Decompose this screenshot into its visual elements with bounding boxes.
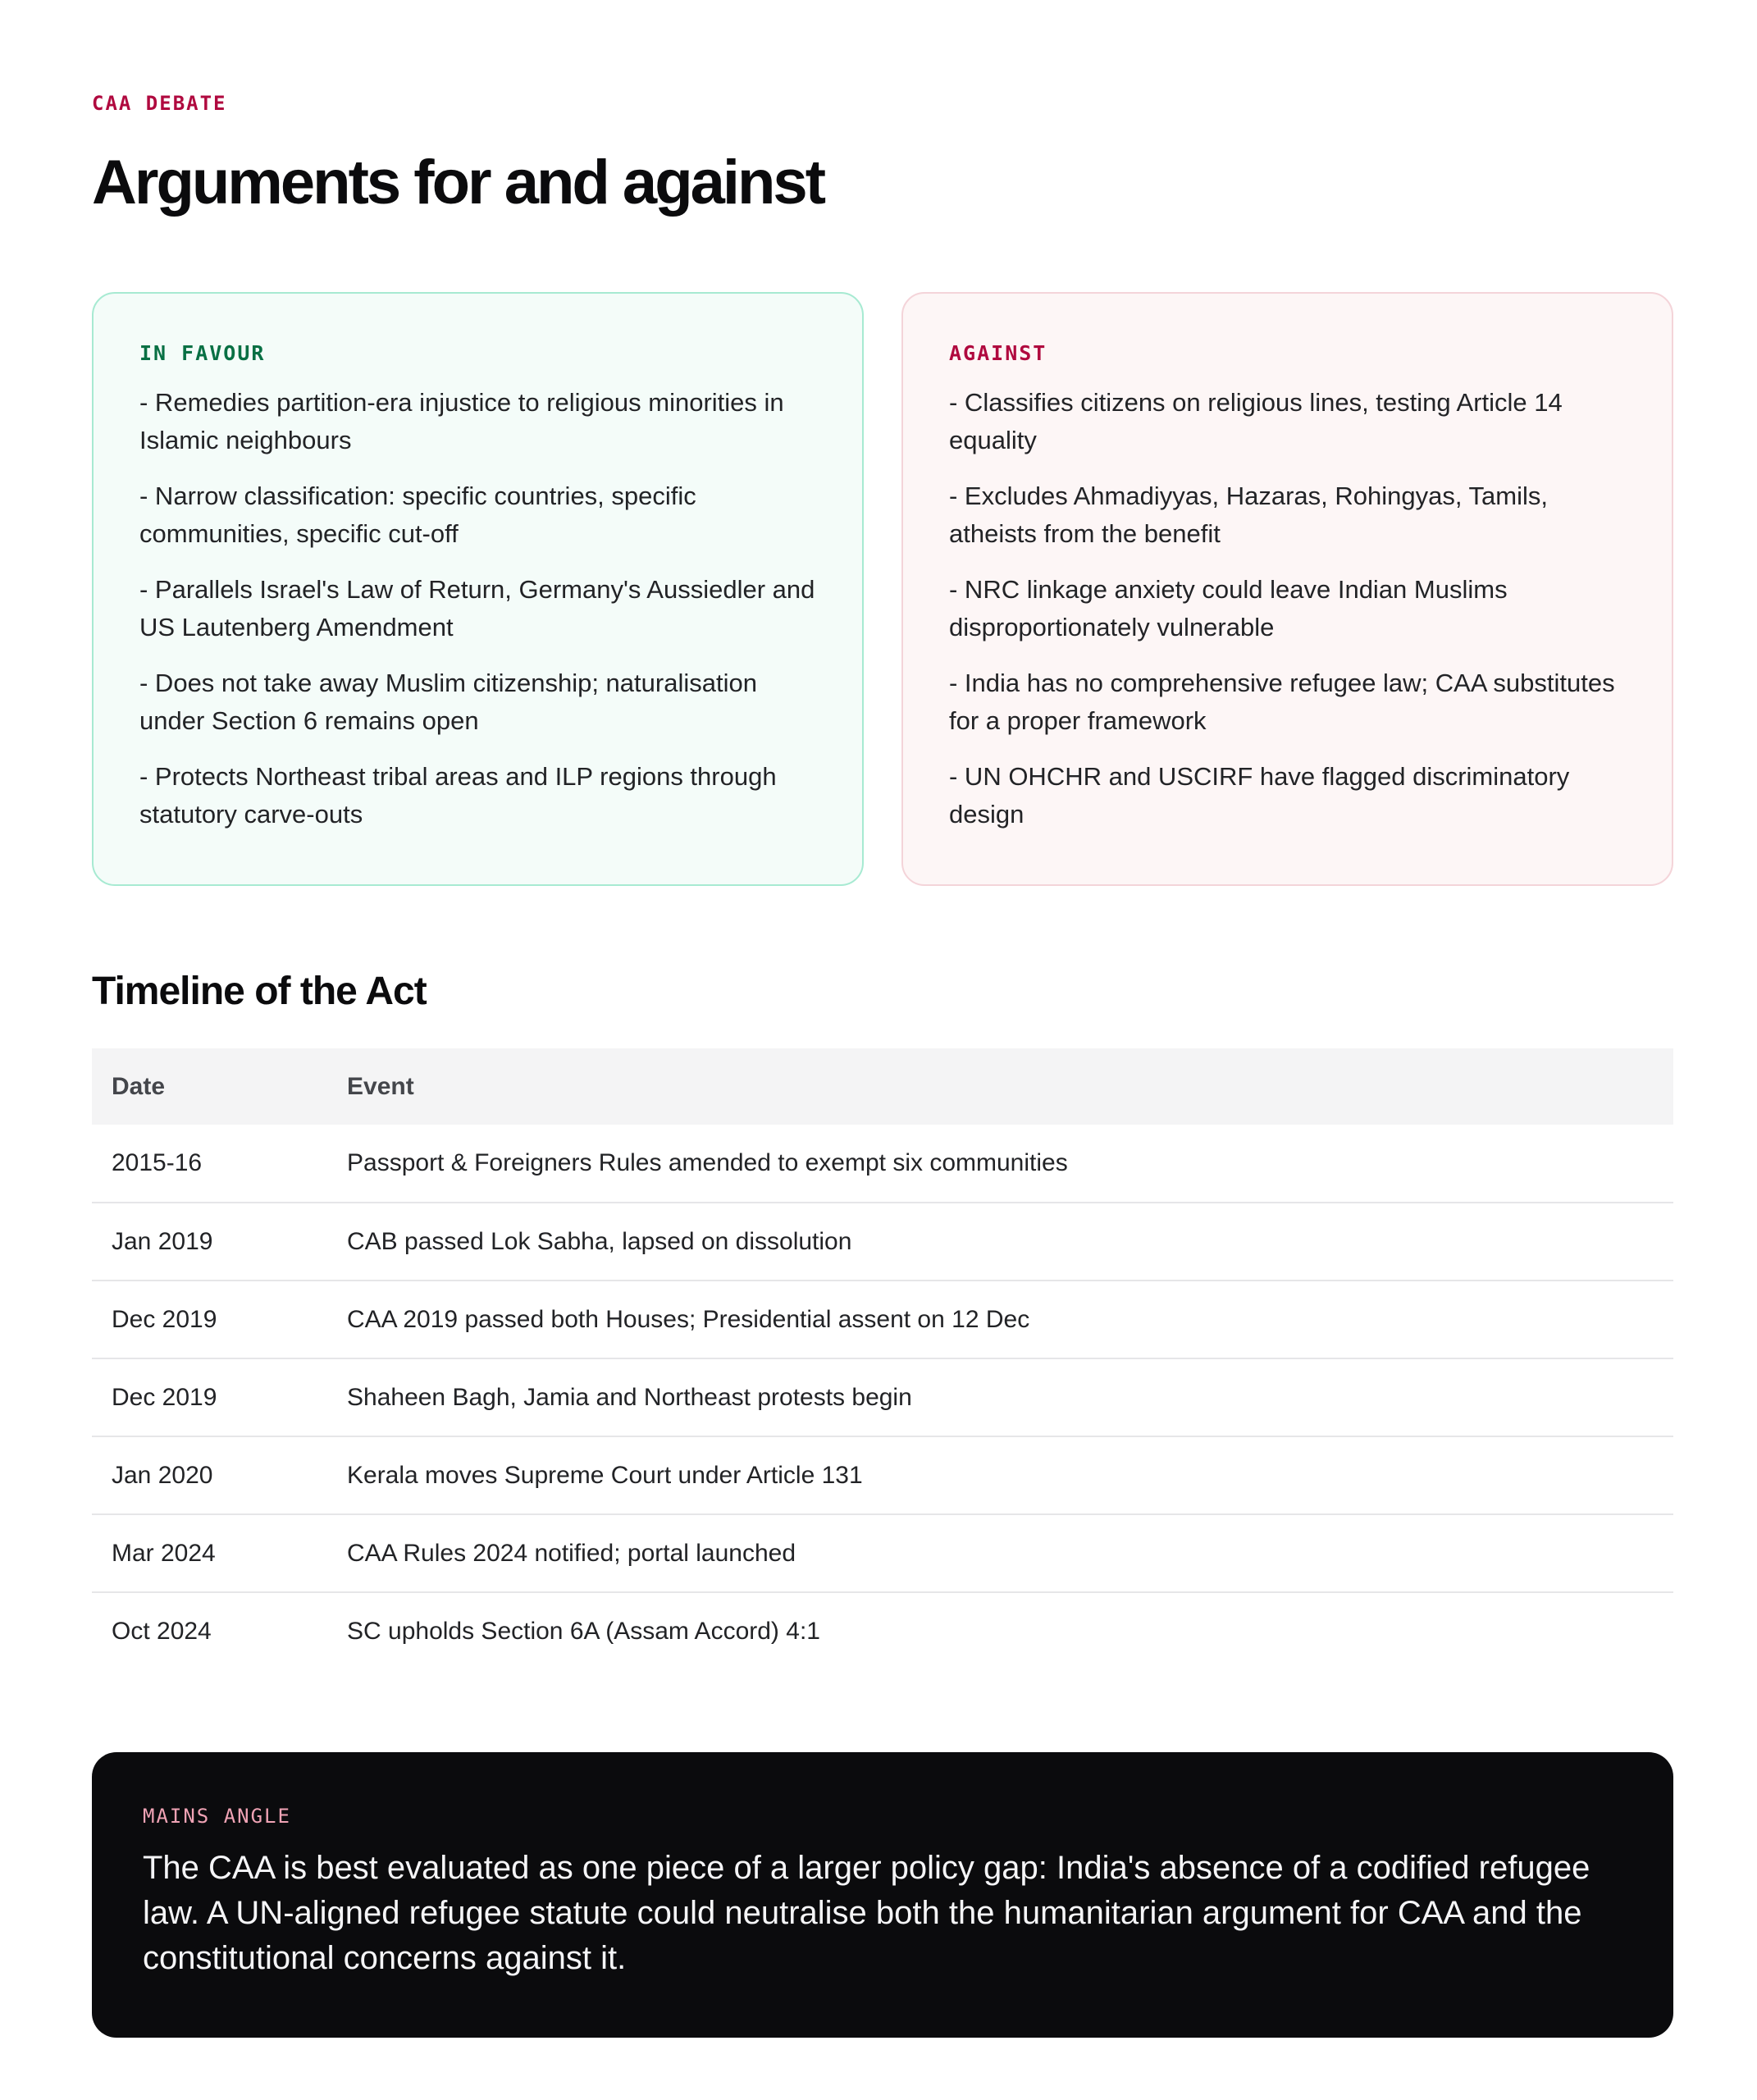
table-row [92,1203,1673,1281]
mains-angle-callout [92,1752,1673,2038]
callout-text: The CAA is best evaluated as one piece of a larger policy gap: India's absence of a codified refugee law. A UN-aligned refugee statute could neutralise both the humanitarian argument for CAA and the constitutional concerns against it. [143,1850,1590,1976]
callout-label: MAINS ANGLE [143,1805,291,1828]
date-cell: 2015-16 [92,1125,347,1203]
arguments-cards [92,292,1673,886]
section-eyebrow: CAA DEBATE [92,92,227,115]
event-cell: Kerala moves Supreme Court under Article 131 [347,1436,1673,1514]
event-cell: Passport & Foreigners Rules amended to exempt six communities [347,1125,1673,1203]
table-row [92,1358,1673,1436]
favour-card [92,292,864,886]
event-cell: CAB passed Lok Sabha, lapsed on dissolution [347,1203,1673,1281]
event-cell: Shaheen Bagh, Jamia and Northeast protests begin [347,1358,1673,1436]
table-row [92,1592,1673,1670]
date-cell: Dec 2019 [92,1358,347,1436]
event-cell: SC upholds Section 6A (Assam Accord) 4:1 [347,1618,820,1645]
event-cell: CAA Rules 2024 notified; portal launched [347,1514,1673,1592]
against-point: - NRC linkage anxiety could leave Indian Muslims disproportionately vulnerable [949,575,1508,641]
favour-point: - Does not take away Muslim citizenship; naturalisation under Section 6 remains open [139,669,757,735]
table-row [92,1514,1673,1592]
event-column-header: Event [347,1048,1673,1125]
against-point: - UN OHCHR and USCIRF have flagged discriminatory design [949,762,1570,829]
date-cell: Jan 2020 [92,1436,347,1514]
favour-point: - Narrow classification: specific countries, specific communities, specific cut-off [139,482,696,548]
table-row [92,1281,1673,1358]
favour-points [139,384,816,833]
article [92,92,1673,2038]
timeline-table [92,1048,1673,1670]
timeline-title: Timeline of the Act [92,970,427,1013]
against-point: - Excludes Ahmadiyyas, Hazaras, Rohingyas, Tamils, atheists from the benefit [949,482,1548,548]
page-title: Arguments for and against [92,148,824,217]
favour-point: - Remedies partition-era injustice to religious minorities in Islamic neighbours [139,388,784,454]
event-cell: CAA 2019 passed both Houses; Presidential assent on 12 Dec [347,1281,1673,1358]
against-point: - India has no comprehensive refugee law; CAA substitutes for a proper framework [949,669,1615,735]
date-cell: Oct 2024 [112,1618,212,1645]
table-row [92,1125,1673,1203]
favour-label: IN FAVOUR [139,341,266,365]
against-label: AGAINST [949,341,1047,365]
date-cell: Jan 2019 [92,1203,347,1281]
table-header-row [92,1048,1673,1125]
against-card [901,292,1673,886]
date-column-header: Date [92,1048,347,1125]
against-point: - Classifies citizens on religious lines, testing Article 14 equality [949,388,1563,454]
table-row [92,1436,1673,1514]
favour-point: - Protects Northeast tribal areas and ILP regions through statutory carve-outs [139,762,777,829]
date-cell: Dec 2019 [92,1281,347,1358]
against-points [949,384,1626,833]
favour-point: - Parallels Israel's Law of Return, Germany's Aussiedler and US Lautenberg Amendment [139,575,815,641]
date-cell: Mar 2024 [92,1514,347,1592]
